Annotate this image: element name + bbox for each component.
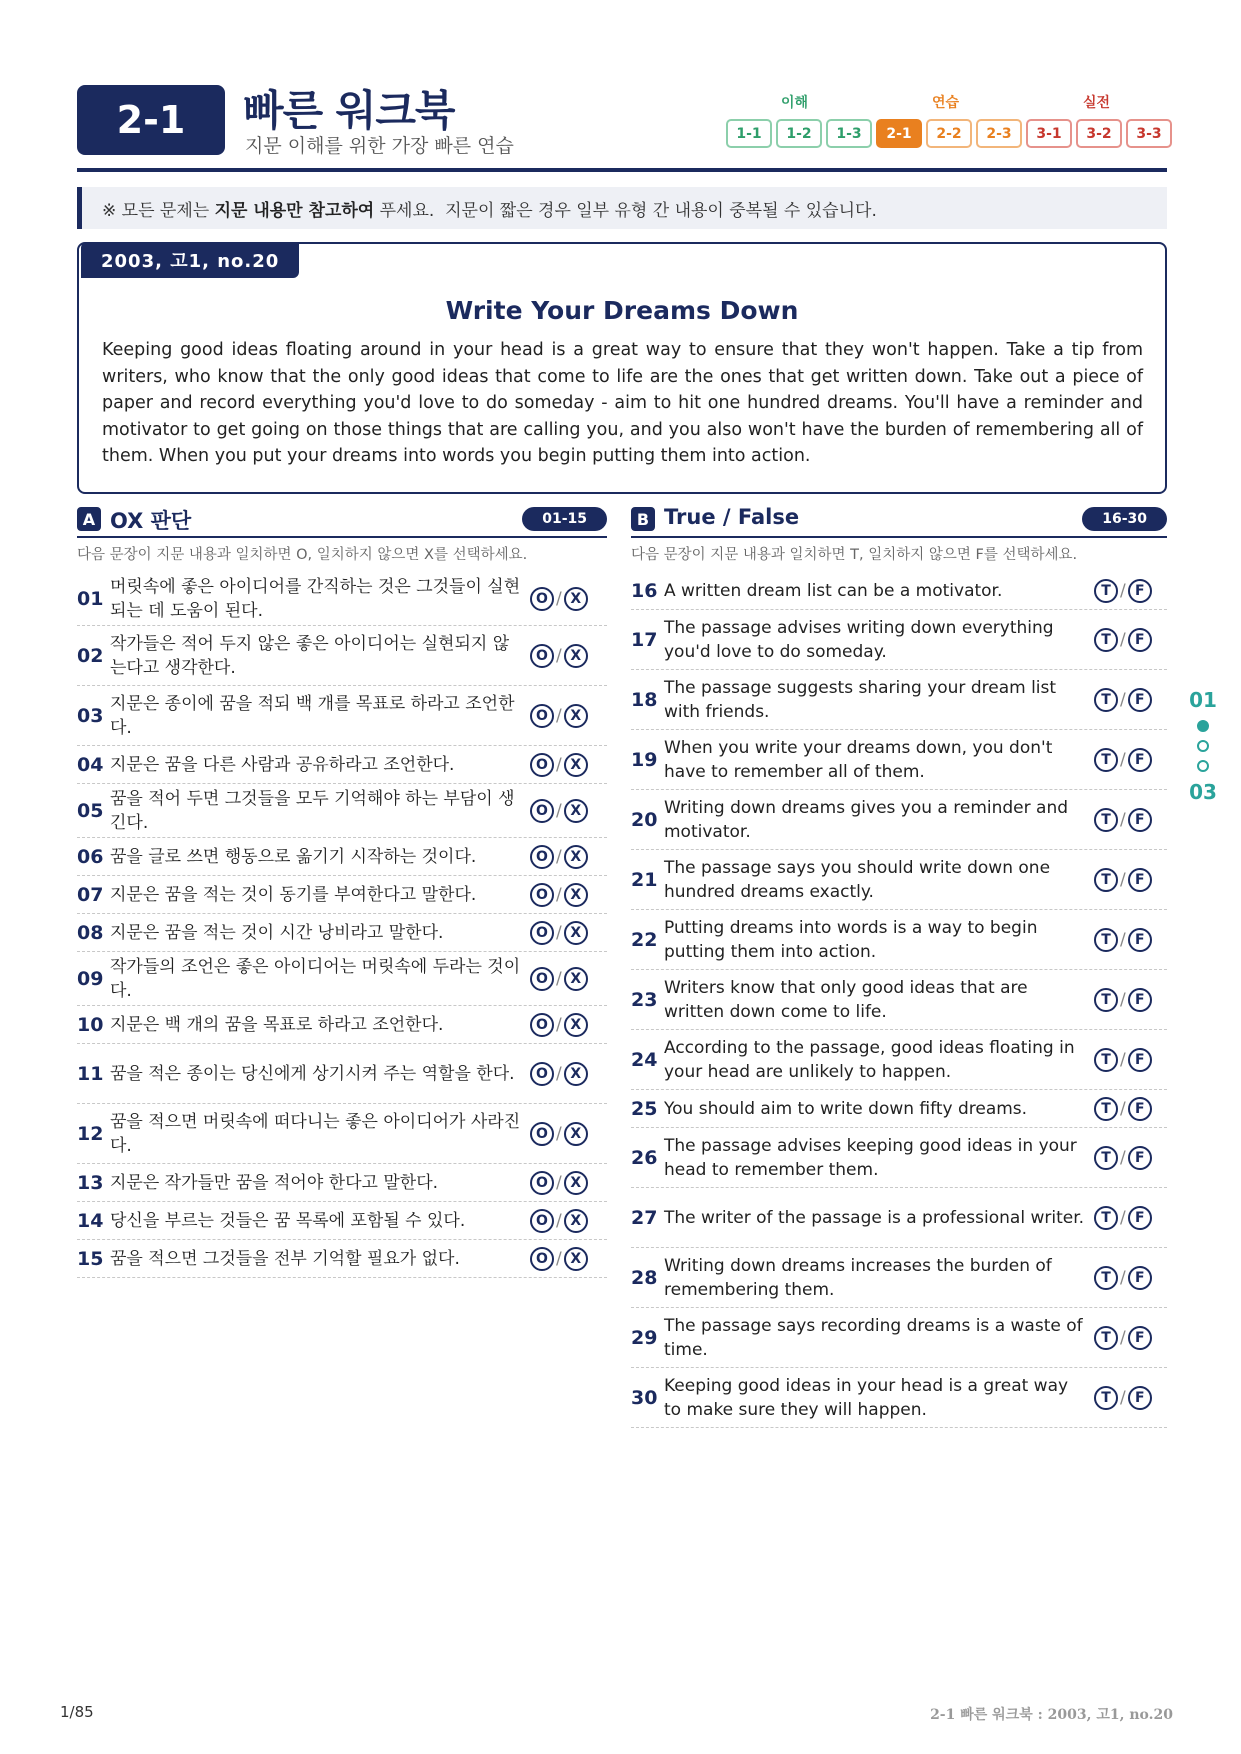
question-row [77, 1044, 607, 1104]
answer-choices [530, 1247, 588, 1271]
answer-separator: / [1120, 1098, 1126, 1119]
question-row [631, 1368, 1167, 1428]
question-row [631, 670, 1167, 730]
question-row [77, 1164, 607, 1202]
section-b-range: 16-30 [1082, 507, 1167, 531]
answer-option-t[interactable]: T [1094, 808, 1118, 832]
answer-choices [1094, 748, 1152, 772]
question-number: 01 [77, 587, 104, 610]
question-number: 09 [77, 967, 104, 990]
answer-option-t[interactable]: T [1094, 1326, 1118, 1350]
question-text: Putting dreams into words is a way to begin putting them into action. [664, 917, 1038, 962]
answer-option-o[interactable]: O [530, 883, 554, 907]
answer-choices [1094, 688, 1152, 712]
notice-prefix: ※ 모든 문제는 [102, 200, 215, 221]
question-number: 08 [77, 921, 104, 944]
answer-separator: / [1120, 1207, 1126, 1228]
answer-option-x[interactable]: X [564, 921, 588, 945]
answer-separator: / [1120, 929, 1126, 950]
answer-choices [530, 799, 588, 823]
question-text: 지문은 종이에 꿈을 적되 백 개를 목표로 하라고 조언한다. [110, 693, 515, 738]
answer-separator: / [1120, 580, 1126, 601]
answer-choices [530, 644, 588, 668]
question-row [77, 746, 607, 784]
question-number: 12 [77, 1122, 104, 1145]
answer-option-f[interactable]: F [1128, 868, 1152, 892]
answer-option-f[interactable]: F [1128, 748, 1152, 772]
question-number: 11 [77, 1062, 104, 1085]
question-row [77, 876, 607, 914]
answer-option-t[interactable]: T [1094, 1048, 1118, 1072]
answer-option-f[interactable]: F [1128, 1266, 1152, 1290]
question-text: The passage advises writing down everything you'd love to do someday. [664, 617, 1054, 662]
answer-separator: / [1120, 1387, 1126, 1408]
answer-option-f[interactable]: F [1128, 1206, 1152, 1230]
answer-option-t[interactable]: T [1094, 688, 1118, 712]
question-number: 13 [77, 1171, 104, 1194]
section-b-title: True / False [664, 505, 800, 529]
answer-option-x[interactable]: X [564, 1013, 588, 1037]
section-b-letter: B [631, 507, 655, 531]
answer-choices [530, 1171, 588, 1195]
answer-option-f[interactable]: F [1128, 1048, 1152, 1072]
answer-option-x[interactable]: X [564, 967, 588, 991]
question-text: You should aim to write down fifty dreams. [664, 1098, 1028, 1119]
answer-option-o[interactable]: O [530, 587, 554, 611]
answer-option-x[interactable]: X [564, 753, 588, 777]
question-row [77, 1104, 607, 1164]
part-dot-3[interactable] [1197, 760, 1209, 772]
question-row [631, 730, 1167, 790]
answer-option-t[interactable]: T [1094, 868, 1118, 892]
answer-separator: / [1120, 629, 1126, 650]
answer-option-t[interactable]: T [1094, 628, 1118, 652]
step-group-label-real: 실전 [1083, 95, 1111, 111]
answer-option-t[interactable]: T [1094, 1266, 1118, 1290]
question-number: 05 [77, 799, 104, 822]
question-row [631, 610, 1167, 670]
step-button-2-2[interactable]: 2-2 [926, 119, 972, 148]
question-number: 30 [631, 1386, 658, 1409]
question-text: 꿈을 글로 쓰면 행동으로 옮기기 시작하는 것이다. [110, 846, 477, 867]
question-number: 04 [77, 753, 104, 776]
section-a-question-list [77, 572, 607, 1278]
answer-separator: / [556, 645, 562, 666]
section-a-header [77, 502, 607, 536]
notice-bold: 지문 내용만 참고하여 [214, 200, 375, 221]
answer-option-o[interactable]: O [530, 704, 554, 728]
question-number: 20 [631, 808, 658, 831]
question-row [77, 784, 607, 838]
answer-separator: / [556, 1248, 562, 1269]
passage-title: Write Your Dreams Down [445, 296, 799, 325]
question-text: When you write your dreams down, you don't have to remember all of them. [664, 737, 1053, 782]
answer-option-x[interactable]: X [564, 1209, 588, 1233]
page-number: 1/85 [60, 1703, 94, 1721]
step-button-2-3[interactable]: 2-3 [976, 119, 1022, 148]
answer-separator: / [1120, 1049, 1126, 1070]
question-number: 15 [77, 1247, 104, 1270]
section-a-title: OX 판단 [110, 509, 192, 533]
question-number: 19 [631, 748, 658, 771]
answer-option-f[interactable]: F [1128, 928, 1152, 952]
answer-option-t[interactable]: T [1094, 748, 1118, 772]
answer-choices [1094, 928, 1152, 952]
question-row [631, 970, 1167, 1030]
question-row [77, 686, 607, 746]
answer-option-t[interactable]: T [1094, 1206, 1118, 1230]
question-text: 꿈을 적으면 머릿속에 떠다니는 좋은 아이디어가 사라진다. [110, 1111, 521, 1156]
question-text: Writers know that only good ideas that are written down come to life. [664, 977, 1028, 1022]
question-text: 지문은 꿈을 적는 것이 동기를 부여한다고 말한다. [110, 884, 477, 905]
question-text: 지문은 꿈을 적는 것이 시간 낭비라고 말한다. [110, 922, 444, 943]
question-row [631, 850, 1167, 910]
answer-choices [1094, 1146, 1152, 1170]
header-divider [77, 168, 1167, 172]
answer-choices [1094, 988, 1152, 1012]
question-text: 작가들의 조언은 좋은 아이디어는 머릿속에 두라는 것이다. [110, 956, 521, 1001]
answer-option-t[interactable]: T [1094, 1386, 1118, 1410]
question-number: 06 [77, 845, 104, 868]
step-navigation [726, 92, 1172, 152]
question-text: The passage advises keeping good ideas in your head to remember them. [664, 1135, 1077, 1180]
question-text: 당신을 부르는 것들은 꿈 목록에 포함될 수 있다. [110, 1210, 466, 1231]
question-row [77, 914, 607, 952]
answer-separator: / [556, 800, 562, 821]
section-b-instruction: 다음 문장이 지문 내용과 일치하면 T, 일치하지 않으면 F를 선택하세요. [631, 547, 1078, 563]
answer-choices [530, 921, 588, 945]
answer-separator: / [556, 1172, 562, 1193]
question-text: 작가들은 적어 두지 않은 좋은 아이디어는 실현되지 않는다고 생각한다. [110, 633, 510, 678]
part-dot-1[interactable] [1197, 720, 1209, 732]
section-a-rule [77, 536, 607, 538]
question-row [631, 1308, 1167, 1368]
answer-choices [530, 1062, 588, 1086]
answer-choices [530, 845, 588, 869]
answer-option-x[interactable]: X [564, 1122, 588, 1146]
question-row [631, 910, 1167, 970]
answer-option-f[interactable]: F [1128, 579, 1152, 603]
answer-choices [1094, 868, 1152, 892]
answer-option-f[interactable]: F [1128, 1146, 1152, 1170]
answer-option-x[interactable]: X [564, 644, 588, 668]
question-number: 29 [631, 1326, 658, 1349]
answer-separator: / [556, 968, 562, 989]
step-group-label-understand: 이해 [781, 95, 809, 111]
answer-choices [1094, 1386, 1152, 1410]
question-text: The passage says recording dreams is a waste of time. [664, 1315, 1083, 1360]
answer-option-f[interactable]: F [1128, 988, 1152, 1012]
answer-option-o[interactable]: O [530, 967, 554, 991]
answer-option-f[interactable]: F [1128, 1386, 1152, 1410]
question-text: Writing down dreams increases the burden of remembering them. [664, 1255, 1052, 1300]
notice-suffix: 푸세요. 지문이 짧은 경우 일부 유형 간 내용이 중복될 수 있습니다. [374, 200, 877, 221]
answer-choices [530, 883, 588, 907]
answer-separator: / [556, 1063, 562, 1084]
answer-separator: / [556, 754, 562, 775]
answer-option-f[interactable]: F [1128, 1326, 1152, 1350]
answer-option-t[interactable]: T [1094, 1097, 1118, 1121]
question-number: 07 [77, 883, 104, 906]
answer-option-t[interactable]: T [1094, 928, 1118, 952]
question-text: The passage suggests sharing your dream list with friends. [664, 677, 1057, 722]
answer-separator: / [1120, 749, 1126, 770]
question-number: 25 [631, 1097, 658, 1120]
question-number: 26 [631, 1146, 658, 1169]
section-a-letter: A [77, 507, 101, 531]
step-button-1-2[interactable]: 1-2 [776, 119, 822, 148]
answer-separator: / [556, 846, 562, 867]
question-row [77, 1006, 607, 1044]
answer-option-o[interactable]: O [530, 1013, 554, 1037]
answer-choices [530, 967, 588, 991]
answer-choices [1094, 1266, 1152, 1290]
answer-separator: / [556, 705, 562, 726]
question-text: 꿈을 적은 종이는 당신에게 상기시켜 주는 역할을 한다. [110, 1063, 515, 1084]
answer-separator: / [556, 922, 562, 943]
answer-option-x[interactable]: X [564, 883, 588, 907]
page-title: 빠른 워크북 [243, 86, 455, 135]
section-a-instruction: 다음 문장이 지문 내용과 일치하면 O, 일치하지 않으면 X를 선택하세요. [77, 547, 528, 563]
question-text: A written dream list can be a motivator. [664, 580, 1003, 601]
step-button-3-2[interactable]: 3-2 [1076, 119, 1122, 148]
question-row [77, 952, 607, 1006]
passage-body: Keeping good ideas floating around in your head is a great way to ensure that they won't happen. Take a tip from writers, who know that the only good ideas that come to life are the ones that get written down. Take out a piece of paper and record everything you'd love to do someday - aim to hit one hundred dreams. You'll have a reminder and motivator to get going on those things that are calling you, and you also won't have the burden of remembering all of them. When you put your dreams into words you begin putting them into action. [102, 340, 1143, 466]
answer-separator: / [556, 1210, 562, 1231]
answer-choices [1094, 1206, 1152, 1230]
answer-separator: / [556, 1123, 562, 1144]
answer-option-x[interactable]: X [564, 1062, 588, 1086]
answer-choices [1094, 808, 1152, 832]
answer-choices [1094, 628, 1152, 652]
answer-separator: / [1120, 809, 1126, 830]
part-indicator-top: 01 [1189, 688, 1217, 712]
question-row [631, 572, 1167, 610]
question-text: The passage says you should write down one hundred dreams exactly. [664, 857, 1051, 902]
answer-choices [1094, 1048, 1152, 1072]
answer-choices [1094, 1326, 1152, 1350]
question-text: 지문은 백 개의 꿈을 목표로 하라고 조언한다. [110, 1014, 444, 1035]
answer-separator: / [1120, 689, 1126, 710]
answer-separator: / [1120, 989, 1126, 1010]
question-text: 지문은 꿈을 다른 사람과 공유하라고 조언한다. [110, 754, 455, 775]
notice-bar [77, 187, 1167, 229]
answer-option-o[interactable]: O [530, 1247, 554, 1271]
part-indicator [1183, 688, 1223, 804]
answer-choices [530, 1013, 588, 1037]
question-number: 24 [631, 1048, 658, 1071]
question-row [77, 572, 607, 626]
answer-choices [1094, 579, 1152, 603]
question-number: 23 [631, 988, 658, 1011]
answer-separator: / [1120, 1147, 1126, 1168]
answer-option-x[interactable]: X [564, 1247, 588, 1271]
question-number: 03 [77, 704, 104, 727]
step-button-1-1[interactable]: 1-1 [726, 119, 772, 148]
chapter-badge: 2-1 [77, 85, 225, 155]
question-text: 꿈을 적으면 그것들을 전부 기억할 필요가 없다. [110, 1248, 460, 1269]
page-subtitle: 지문 이해를 위한 가장 빠른 연습 [245, 135, 514, 157]
footer-reference: 2-1 빠른 워크북 : 2003, 고1, no.20 [930, 1707, 1173, 1723]
answer-option-o[interactable]: O [530, 1171, 554, 1195]
question-text: 머릿속에 좋은 아이디어를 간직하는 것은 그것들이 실현되는 데 도움이 된다. [110, 576, 521, 621]
question-text: 지문은 작가들만 꿈을 적어야 한다고 말한다. [110, 1172, 439, 1193]
answer-option-o[interactable]: O [530, 1209, 554, 1233]
step-group-label-practice: 연습 [932, 95, 960, 111]
question-number: 17 [631, 628, 658, 651]
question-row [77, 626, 607, 686]
question-number: 14 [77, 1209, 104, 1232]
question-row [77, 1202, 607, 1240]
question-row [77, 1240, 607, 1278]
answer-separator: / [556, 588, 562, 609]
answer-separator: / [1120, 1327, 1126, 1348]
passage-box [77, 242, 1167, 494]
answer-option-f[interactable]: F [1128, 688, 1152, 712]
question-row [631, 790, 1167, 850]
answer-option-o[interactable]: O [530, 644, 554, 668]
answer-option-x[interactable]: X [564, 845, 588, 869]
section-a-range: 01-15 [522, 507, 607, 531]
question-text: The writer of the passage is a professional writer. [664, 1207, 1085, 1228]
answer-option-o[interactable]: O [530, 1122, 554, 1146]
answer-choices [1094, 1097, 1152, 1121]
answer-option-o[interactable]: O [530, 1062, 554, 1086]
question-number: 02 [77, 644, 104, 667]
answer-option-t[interactable]: T [1094, 579, 1118, 603]
question-text: 꿈을 적어 두면 그것들을 모두 기억해야 하는 부담이 생긴다. [110, 788, 515, 833]
answer-option-f[interactable]: F [1128, 1097, 1152, 1121]
question-row [631, 1248, 1167, 1308]
answer-option-o[interactable]: O [530, 799, 554, 823]
question-number: 22 [631, 928, 658, 951]
answer-option-x[interactable]: X [564, 799, 588, 823]
step-button-1-3[interactable]: 1-3 [826, 119, 872, 148]
step-button-3-3[interactable]: 3-3 [1126, 119, 1172, 148]
answer-option-f[interactable]: F [1128, 808, 1152, 832]
section-b-rule [631, 536, 1167, 538]
answer-choices [530, 1209, 588, 1233]
answer-choices [530, 1122, 588, 1146]
question-number: 10 [77, 1013, 104, 1036]
question-row [631, 1090, 1167, 1128]
question-text: According to the passage, good ideas floating in your head are unlikely to happen. [664, 1037, 1075, 1082]
answer-choices [530, 587, 588, 611]
question-text: Writing down dreams gives you a reminder and motivator. [664, 797, 1069, 842]
step-button-3-1[interactable]: 3-1 [1026, 119, 1072, 148]
answer-separator: / [1120, 1267, 1126, 1288]
answer-separator: / [556, 1014, 562, 1035]
step-button-2-1[interactable]: 2-1 [876, 119, 922, 148]
answer-choices [530, 753, 588, 777]
part-dot-2[interactable] [1197, 740, 1209, 752]
part-indicator-bottom: 03 [1189, 780, 1217, 804]
answer-option-t[interactable]: T [1094, 988, 1118, 1012]
question-number: 18 [631, 688, 658, 711]
answer-option-f[interactable]: F [1128, 628, 1152, 652]
section-b-question-list [631, 572, 1167, 1428]
question-row [631, 1188, 1167, 1248]
section-b-header [631, 502, 1167, 536]
question-row [631, 1128, 1167, 1188]
answer-option-t[interactable]: T [1094, 1146, 1118, 1170]
question-text: Keeping good ideas in your head is a great way to make sure they will happen. [664, 1375, 1069, 1420]
question-number: 28 [631, 1266, 658, 1289]
question-number: 21 [631, 868, 658, 891]
answer-option-x[interactable]: X [564, 587, 588, 611]
question-row [631, 1030, 1167, 1090]
passage-source-tag: 2003, 고1, no.20 [81, 242, 299, 278]
answer-separator: / [1120, 869, 1126, 890]
answer-option-o[interactable]: O [530, 921, 554, 945]
question-number: 16 [631, 579, 658, 602]
answer-option-x[interactable]: X [564, 704, 588, 728]
answer-separator: / [556, 884, 562, 905]
answer-option-o[interactable]: O [530, 753, 554, 777]
answer-option-x[interactable]: X [564, 1171, 588, 1195]
question-number: 27 [631, 1206, 658, 1229]
answer-option-o[interactable]: O [530, 845, 554, 869]
question-row [77, 838, 607, 876]
answer-choices [530, 704, 588, 728]
